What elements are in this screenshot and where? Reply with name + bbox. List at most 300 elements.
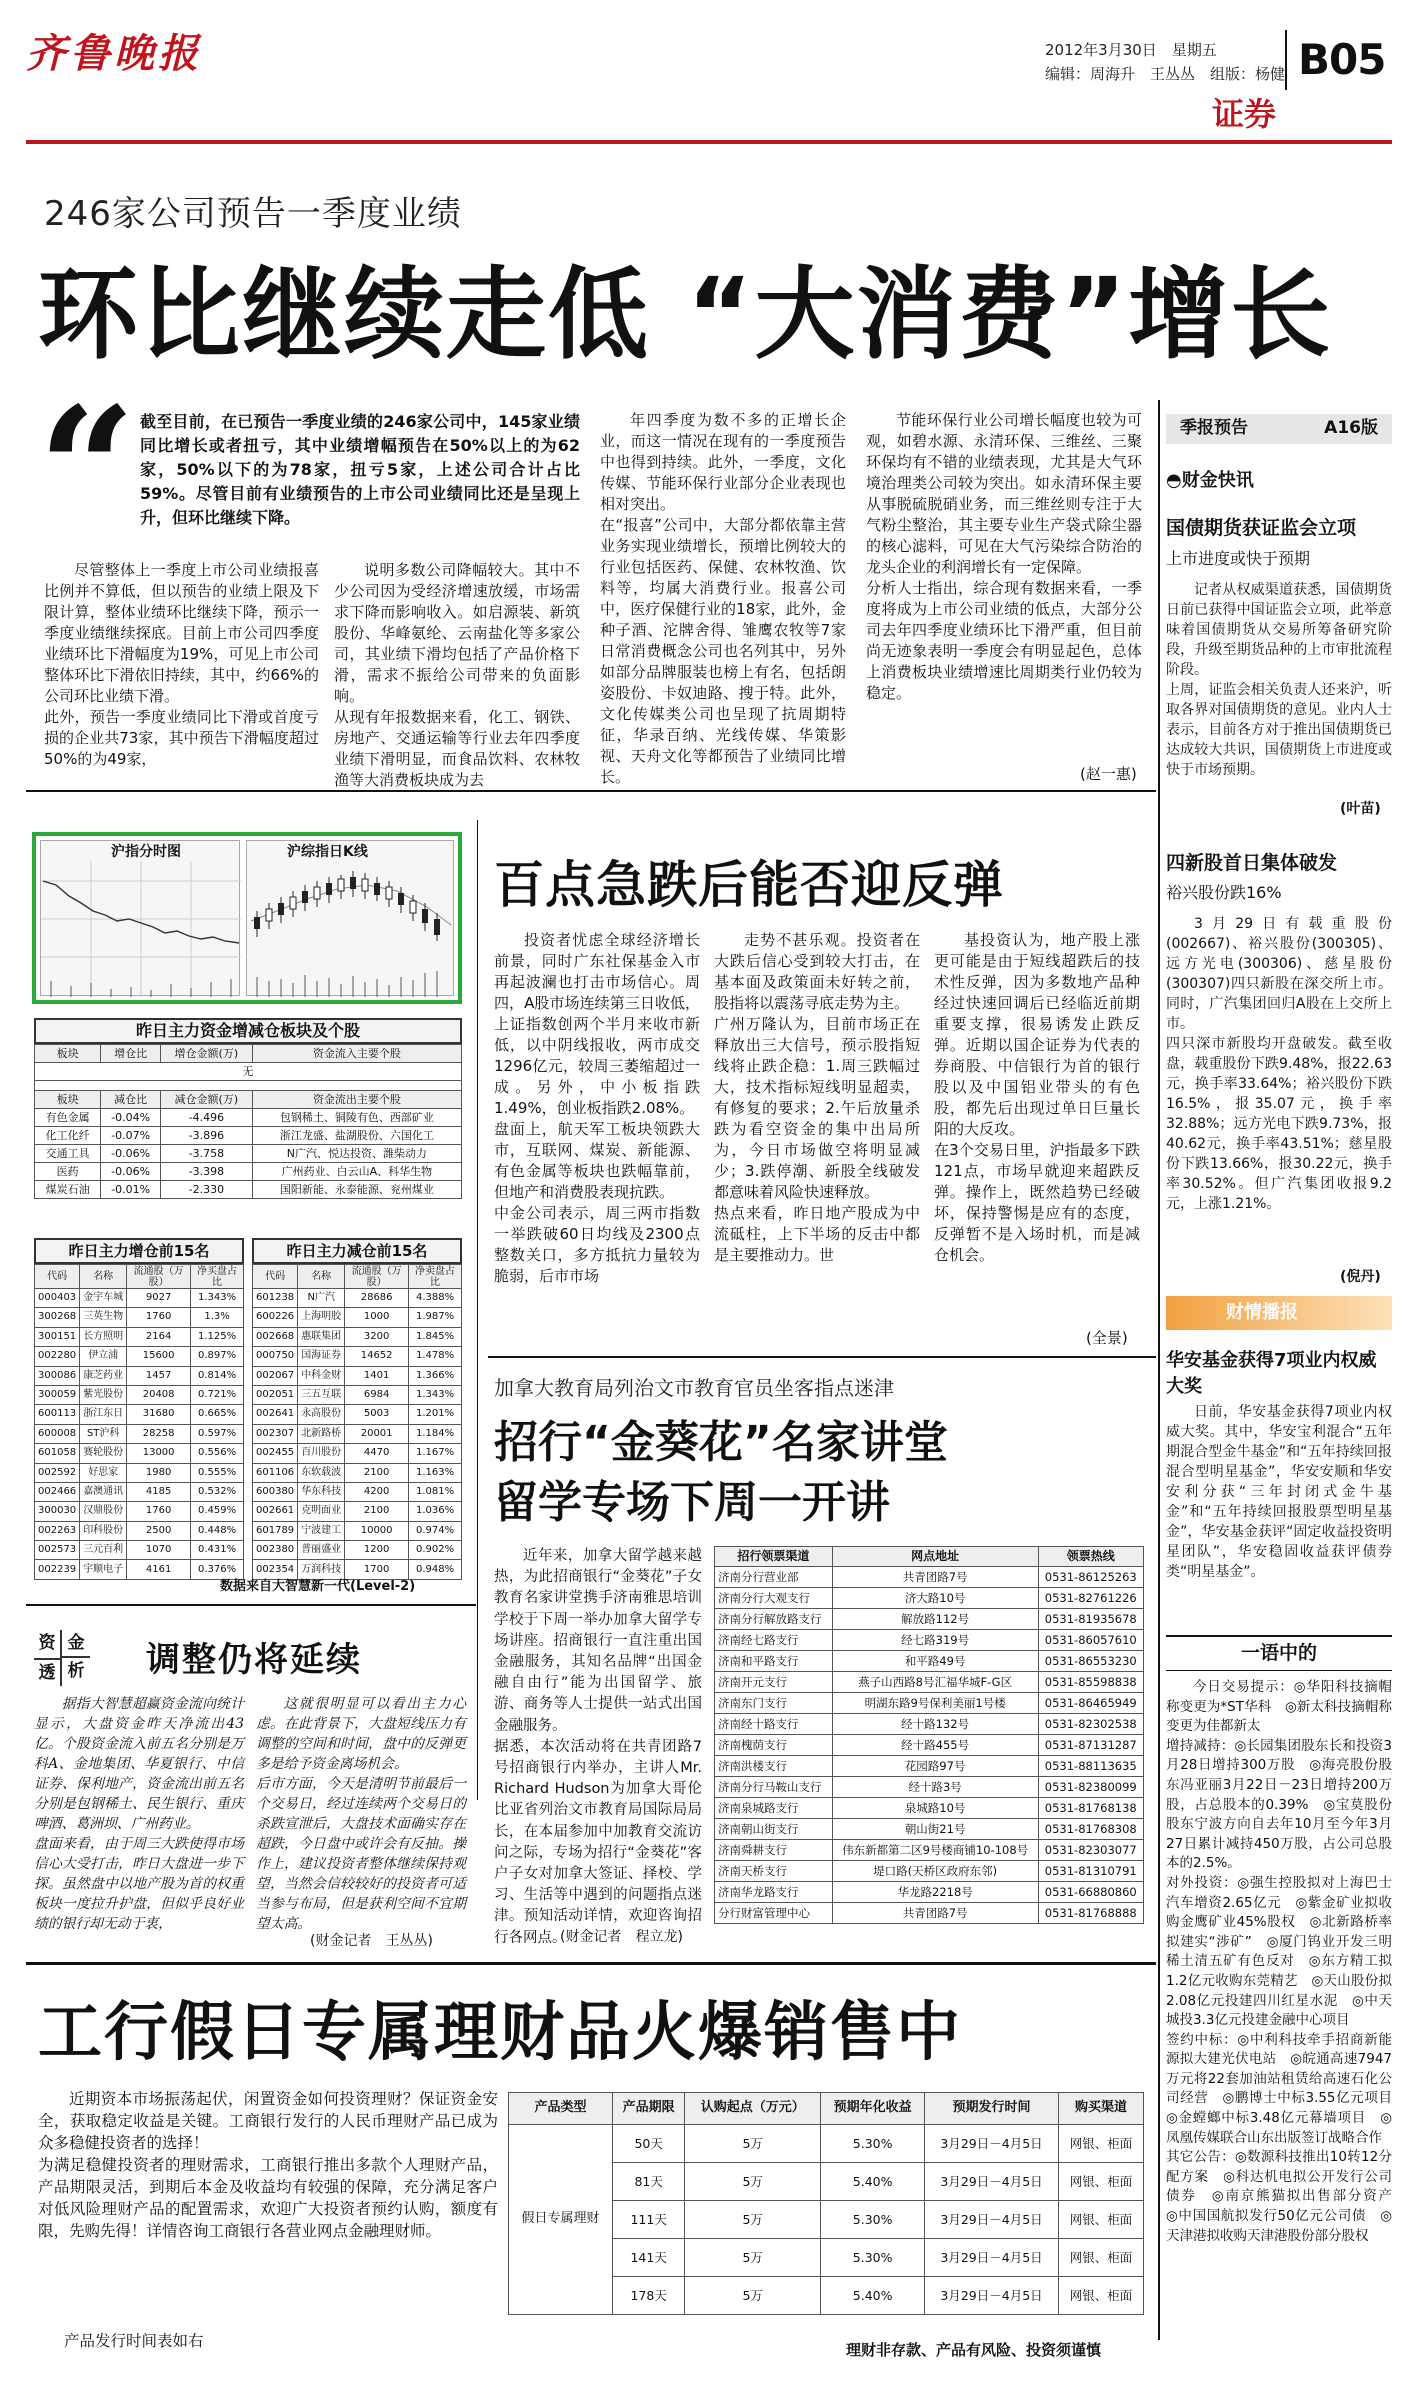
table-cell: 济南和平路支行 <box>715 1651 833 1672</box>
table-cell: 济南舜耕支行 <box>715 1840 833 1861</box>
table-cell: 2100 <box>345 1502 409 1521</box>
table-cell: 13000 <box>127 1444 191 1463</box>
fund-tag <box>1166 1296 1392 1330</box>
news2-title: 四新股首日集体破发 <box>1166 852 1338 874</box>
column-headline: 调整仍将延续 <box>146 1640 362 1680</box>
table-cell: 长方照明 <box>80 1327 127 1346</box>
table-cell: 5.30% <box>821 2239 925 2277</box>
table-cell: 济南东门支行 <box>715 1693 833 1714</box>
table-cell: 济南朝山街支行 <box>715 1819 833 1840</box>
table-cell: 克明面业 <box>298 1502 345 1521</box>
flow-spacer <box>35 1081 462 1091</box>
flow-table-title: 昨日主力资金增减仓板块及个股 <box>34 1018 462 1044</box>
table-cell: 好思家 <box>80 1463 127 1482</box>
table-cell: 堤口路(天桥区政府东邻) <box>832 1861 1038 1882</box>
top-header-cell: 代码 <box>253 1265 298 1289</box>
quote-rule-top <box>1166 1635 1392 1637</box>
table-cell: 9027 <box>127 1289 191 1308</box>
table-cell: 002668 <box>253 1327 298 1346</box>
table-cell: 2164 <box>127 1327 191 1346</box>
table-cell: 明湖东路9号保利美丽1号楼 <box>832 1693 1038 1714</box>
table-cell: 601106 <box>253 1463 298 1482</box>
icbc-body: 近期资本市场振荡起伏，闲置资金如何投资理财？保证资金安全，获取稳定收益是关键。工商银行发行的人民币理财产品已成为众多稳健投资者的选择！ 为满足稳健投资者的理财需求，工商银行推出多款个人理财产品，产品期限灵活，到期后本金及收益均有较强的保障，充分满足客户对低风险理财产品的配置需求，欢迎广大投资者预约认购，额度有限，先购先得！详情咨询工商银行各营业网点金融理财师。 <box>38 2090 498 2240</box>
page-number: B05 <box>1298 35 1386 84</box>
lower-rule <box>26 1962 1156 1965</box>
table-cell: 汉鼎股份 <box>80 1502 127 1521</box>
table-cell: 002354 <box>253 1560 298 1579</box>
table-cell: 178天 <box>613 2277 685 2315</box>
table-cell: 东软载波 <box>298 1463 345 1482</box>
table-cell: 1000 <box>345 1308 409 1327</box>
table-cell: 永高股份 <box>298 1405 345 1424</box>
market-headline: 百点急跌后能否迎反弹 <box>494 856 1004 914</box>
column-tag-2: 金 <box>62 1630 90 1658</box>
brief-label-text: 财金快讯 <box>1181 470 1254 491</box>
flow-sector: 化工化纤 <box>35 1127 101 1145</box>
table-row <box>715 1651 1144 1672</box>
table-cell: 3月29日－4月5日 <box>925 2277 1059 2315</box>
table-cell: 0.459% <box>191 1502 244 1521</box>
table-cell: 111天 <box>613 2201 685 2239</box>
table-row <box>253 1308 462 1327</box>
table-cell: 5.30% <box>821 2125 925 2163</box>
table-row <box>35 1560 244 1579</box>
table-cell: 分行财富管理中心 <box>715 1903 833 1924</box>
market-byline: (全景) <box>1086 1329 1128 1347</box>
table-row <box>253 1289 462 1308</box>
table-cell: 002380 <box>253 1541 298 1560</box>
table-cell: 28258 <box>127 1424 191 1443</box>
table-row <box>715 1588 1144 1609</box>
table-row <box>253 1502 462 1521</box>
top-header-cell: 净卖盘占比 <box>409 1265 462 1289</box>
table-cell: 10000 <box>345 1521 409 1540</box>
lecture-header-cell: 网点地址 <box>832 1547 1038 1567</box>
table-cell: 4470 <box>345 1444 409 1463</box>
table-cell: 惠联集团 <box>298 1327 345 1346</box>
table-cell: 3月29日－4月5日 <box>925 2163 1059 2201</box>
table-cell: 1070 <box>127 1541 191 1560</box>
table-row <box>253 1541 462 1560</box>
table-cell: 5003 <box>345 1405 409 1424</box>
date-text: 2012年3月30日 <box>1045 41 1157 59</box>
masthead-vertical <box>1285 30 1287 90</box>
flow-pct: -0.06% <box>101 1145 161 1163</box>
table-row <box>35 1289 244 1308</box>
table-cell: 0531-86057610 <box>1038 1630 1143 1651</box>
table-cell: 济南分行马鞍山支行 <box>715 1777 833 1798</box>
table-cell: 1760 <box>127 1308 191 1327</box>
table-cell: 0.814% <box>191 1366 244 1385</box>
table-cell: 0531-86465949 <box>1038 1693 1143 1714</box>
table-row <box>253 1560 462 1579</box>
flow-h-dec: 减仓比 <box>101 1091 161 1109</box>
table-cell: 伟东新都第二区9号楼商铺10-108号 <box>832 1840 1038 1861</box>
table-cell: 0.665% <box>191 1405 244 1424</box>
quote-body: 今日交易提示：◎华阳科技摘帽称变更为*ST华科 ◎新太科技摘帽称变更为佳都新太 增持减持：◎长园集团股东长和投资3月28日增持300万股 ◎海亮股份股东冯亚丽3月22日－23日增持200万股，占总股本的0.39% ◎宝莫股份股东宁波方向自去年10月至今年3月27日累计减持450万股，占公司总股本的2.5%。 对外投资：◎强生控股拟对上海巴士汽车增资2.65亿元 ◎紫金矿业拟收购金鹰矿业45%股权 ◎北新路桥率拟建实“涉矿” ◎厦门钨业开发三明稀土清五矿有色反对 ◎东方精工拟1.2亿元收购东莞精艺 ◎天山股份拟2.08亿元投建四川红星水泥 ◎中天城投3.3亿元投建金融中心项目 签约中标：◎中利科技牵手招商新能源拟大建光伏电站 ◎皖通高速7947万元将22套加油站租赁给高速石化公司经营 ◎鹏博士中标3.55亿元项目 ◎金螳螂中标3.48亿元幕墙项目 ◎凤凰传媒联合山东出版签订战略合作 其它公告：◎数源科技推出10转12分配方案 ◎科达机电拟公开发行公司债券 ◎南京熊猫拟出售部分资产 ◎中国国航拟发行50亿元公司债 ◎天津港拟收购天津港股份部分股权 <box>1166 1679 1392 2244</box>
icbc-footer: 理财非存款、产品有风险、投资须谨慎 <box>846 2341 1102 2359</box>
table-cell: 0531-87131287 <box>1038 1735 1143 1756</box>
table-cell: ST沪科 <box>80 1424 127 1443</box>
table-cell: 经十路455号 <box>832 1735 1038 1756</box>
table-row <box>509 2125 1144 2163</box>
icbc-header-cell: 产品类型 <box>509 2093 613 2125</box>
top-in-title: 昨日主力增仓前15名 <box>34 1238 244 1264</box>
table-cell: 2500 <box>127 1521 191 1540</box>
flow-row <box>35 1181 462 1199</box>
table-cell: 花园路97号 <box>832 1756 1038 1777</box>
flow-h-main-out: 资金流出主要个股 <box>252 1091 461 1109</box>
index-charts-panel <box>32 832 462 1004</box>
table-cell: 14652 <box>345 1347 409 1366</box>
flow-sector: 煤炭石油 <box>35 1181 101 1199</box>
table-cell: 1.167% <box>409 1444 462 1463</box>
quote-title: 一语中的 <box>1240 1642 1317 1664</box>
icbc-header-cell: 购买渠道 <box>1058 2093 1143 2125</box>
table-row <box>35 1405 244 1424</box>
flow-h-main-in: 资金流入主要个股 <box>252 1045 461 1063</box>
table-cell: 1.163% <box>409 1463 462 1482</box>
intraday-chart <box>40 840 240 996</box>
top-header-cell: 代码 <box>35 1265 80 1289</box>
flow-none-cell: 无 <box>35 1063 462 1081</box>
column-tag <box>34 1630 90 1682</box>
table-cell: 81天 <box>613 2163 685 2201</box>
table-cell: 1760 <box>127 1502 191 1521</box>
table-cell: 4.388% <box>409 1289 462 1308</box>
brief-icon: ◓ <box>1166 470 1182 491</box>
table-cell: 1.3% <box>191 1308 244 1327</box>
table-cell: 济南经十路支行 <box>715 1714 833 1735</box>
left-column-divider <box>477 820 478 1800</box>
lecture-header-cell: 领票热线 <box>1038 1547 1143 1567</box>
top-out-title: 昨日主力减仓前15名 <box>252 1238 462 1264</box>
table-cell: 济南分行大观支行 <box>715 1588 833 1609</box>
table-cell: 共青团路7号 <box>832 1567 1038 1588</box>
table-cell: 网银、柜面 <box>1058 2239 1143 2277</box>
intraday-line <box>41 841 241 997</box>
section-label: 证券 <box>1212 95 1277 133</box>
table-cell: 网银、柜面 <box>1058 2163 1143 2201</box>
top-header-cell: 名称 <box>80 1265 127 1289</box>
table-cell: 002263 <box>35 1521 80 1540</box>
flow-stocks: 国阳新能、永泰能源、兖州煤业 <box>252 1181 461 1199</box>
issue-date <box>1045 40 1217 61</box>
table-cell: 300030 <box>35 1502 80 1521</box>
lead-headline: 环比继续走低 “大消费”增长 <box>38 256 1333 373</box>
news3-title: 华安基金获得7项业内权威大奖 <box>1166 1350 1377 1397</box>
table-cell: 5.40% <box>821 2163 925 2201</box>
table-cell: 002455 <box>253 1444 298 1463</box>
table-cell: 601238 <box>253 1289 298 1308</box>
table-cell: 济南华龙路支行 <box>715 1882 833 1903</box>
table-cell: 济南天桥支行 <box>715 1861 833 1882</box>
table-cell: 002280 <box>35 1347 80 1366</box>
table-cell: 康芝药业 <box>80 1366 127 1385</box>
table-cell: 0.974% <box>409 1521 462 1540</box>
table-row <box>253 1327 462 1346</box>
top-header-cell: 净买盘占比 <box>191 1265 244 1289</box>
table-cell: 经十路3号 <box>832 1777 1038 1798</box>
table-cell: 0531-88113635 <box>1038 1756 1143 1777</box>
lead-col-3: 年四季度为数不多的正增长企业，而这一情况在现有的一季度预告中也得到持续。此外，一季度，文化传媒、节能环保行业部分企业表现也相对突出。 在“报喜”公司中，大部分都依靠主营业务实现业绩增长，预增比例较大的行业包括医药、保健、农林牧渔、饮料等，均属大消费行业。报喜公司中，医疗保健行业的18家，此外，金种子酒、沱牌舍得、雏鹰农牧等7家日常消费概念公司也名列其中，另外如部分品牌服装也榜上有名，包括朗姿股份、卡奴迪路、搜于特。此外，文化传媒类公司也呈现了抗周期特征，华录百纳、光线传媒、华策影视、天舟文化等都预告了业绩同比增长。 <box>600 411 846 786</box>
table-cell: 601058 <box>35 1444 80 1463</box>
table-cell: 网银、柜面 <box>1058 2125 1143 2163</box>
table-cell: 1.343% <box>409 1385 462 1404</box>
table-cell: 0.902% <box>409 1541 462 1560</box>
table-row <box>253 1347 462 1366</box>
market-col-1: 投资者忧虑全球经济增长前景，同时广东社保基金入市再起波澜也打击市场信心。周四，A股市场连续第三日收低，上证指数创两个半月来收市新低，以中阴线报收，两市成交1296亿元，较周三萎缩超过一成。另外，中小板指跌1.49%，创业板指跌2.08%。 盘面上，航天军工板块领跌大市，互联网、煤炭、新能源、有色金属等板块也跌幅靠前，但地产和消费股表现抗跌。 中金公司表示，周三两市指数一举跌破60日均线及2300点整数关口，多方抵抗力量较为脆弱，后市市场 <box>494 931 700 1285</box>
icbc-header-cell: 产品期限 <box>613 2093 685 2125</box>
table-row <box>715 1903 1144 1924</box>
table-cell: 5万 <box>685 2163 821 2201</box>
table-row <box>715 1840 1144 1861</box>
table-cell: 百川股份 <box>298 1444 345 1463</box>
table-cell: 600008 <box>35 1424 80 1443</box>
table-cell: 0531-82761226 <box>1038 1588 1143 1609</box>
top-header-cell: 名称 <box>298 1265 345 1289</box>
flow-sector: 有色金属 <box>35 1109 101 1127</box>
tag1b-text: A16版 <box>1324 418 1378 438</box>
lecture-header-cell: 招行领票渠道 <box>715 1547 833 1567</box>
flow-stocks: 广州药业、白云山A、科华生物 <box>252 1163 461 1181</box>
table-row <box>715 1567 1144 1588</box>
table-cell: 泉城路10号 <box>832 1798 1038 1819</box>
table-cell: 0531-81768888 <box>1038 1903 1143 1924</box>
daily-k-chart <box>246 840 454 996</box>
table-cell: 1.184% <box>409 1424 462 1443</box>
column-byline: (财金记者 王丛丛) <box>310 1933 433 1949</box>
table-cell: 宁波建工 <box>298 1521 345 1540</box>
table-cell: 20408 <box>127 1385 191 1404</box>
table-row <box>715 1693 1144 1714</box>
market-bottom-rule <box>488 1356 1156 1358</box>
flow-amount: -2.330 <box>160 1181 252 1199</box>
table-cell: 600226 <box>253 1308 298 1327</box>
icbc-tail: 产品发行时间表如右 <box>64 2332 204 2350</box>
table-cell: 1.081% <box>409 1482 462 1501</box>
table-cell: 28686 <box>345 1289 409 1308</box>
top-out-table <box>252 1238 462 1580</box>
table-row <box>35 1347 244 1366</box>
flow-pct: -0.07% <box>101 1127 161 1145</box>
news2-body: 3月29日有载重股份(002667)、裕兴股份(300305)、远方光电(300306)、慈星股份(300307)四只新股在深交所上市。同时，广汽集团回归A股在上交所上市。 四只深市新股均开盘破发。截至收盘，载重股份下跌9.48%，报22.63元，换手率33.64%；裕兴股份下跌16.5%，报35.07元，换手率32.88%；远方光电下跌9.73%，报40.62元，换手率43.51%；慈星股份下跌13.66%，报30.22元，换手率30.52%。但广汽集团收报9.2元，上涨1.21%。 <box>1166 916 1392 1212</box>
sidebar-tag-earnings <box>1166 414 1392 444</box>
table-row <box>253 1405 462 1424</box>
table-row <box>253 1521 462 1540</box>
table-row <box>35 1424 244 1443</box>
table-cell: 济南分行解放路支行 <box>715 1609 833 1630</box>
table-cell: 金宇车城 <box>80 1289 127 1308</box>
lecture-body: 近年来，加拿大留学越来越热，为此招商银行“金葵花”子女教育名家讲堂携手济南雅思培训学校于下周一举办加拿大留学专场讲座。招商银行一直注重出国金融服务，其知名品牌“出国金融自由行”能为出国留学、旅游、商务等人士提供一站式出国金融服务。 据悉，本次活动将在共青团路7号招商银行内举办，主讲人Mr. Richard Hudson为加拿大哥伦比亚省列治文市教育局国际局局长，在本届参加中加教育交流访问之际，专场为招行“金葵花”客户子女对加拿大签证、择校、学习、生活等中遇到的问题指点迷津。预知活动详情，欢迎咨询招行各网点。 <box>494 1548 702 1946</box>
table-cell: 1.366% <box>409 1366 462 1385</box>
table-cell: 000403 <box>35 1289 80 1308</box>
table-cell: 燕子山西路8号汇福华城F-G区 <box>832 1672 1038 1693</box>
table-row <box>253 1463 462 1482</box>
flow-h-sector-2: 板块 <box>35 1091 101 1109</box>
flow-stocks: N广汽、悦达投资、潍柴动力 <box>252 1145 461 1163</box>
table-cell: 0.431% <box>191 1541 244 1560</box>
table-cell: 50天 <box>613 2125 685 2163</box>
table-cell: 济南开元支行 <box>715 1672 833 1693</box>
table-cell: 0.532% <box>191 1482 244 1501</box>
icbc-headline: 工行假日专属理财品火爆销售中 <box>38 1996 962 2070</box>
lead-kicker: 246家公司预告一季度业绩 <box>44 194 462 234</box>
lecture-byline: (财金记者 程立龙) <box>560 1929 683 1945</box>
tables-bottom-rule <box>26 1604 476 1606</box>
table-cell: 15600 <box>127 1347 191 1366</box>
top-header-cell: 流通股（万股） <box>127 1265 191 1289</box>
table-cell: 浙江东日 <box>80 1405 127 1424</box>
table-cell: 0.555% <box>191 1463 244 1482</box>
table-cell: 赛轮股份 <box>80 1444 127 1463</box>
news2-byline: (倪丹) <box>1340 1269 1381 1285</box>
table-row <box>253 1482 462 1501</box>
table-cell: 6984 <box>345 1385 409 1404</box>
table-cell: 三五互联 <box>298 1385 345 1404</box>
table-cell: 济大路10号 <box>832 1588 1038 1609</box>
column-tag-1: 资 <box>34 1630 62 1658</box>
table-row <box>715 1777 1144 1798</box>
table-cell: 600113 <box>35 1405 80 1424</box>
tag1-text: 季报预告 <box>1180 418 1248 438</box>
table-cell: 1.478% <box>409 1347 462 1366</box>
table-row <box>253 1366 462 1385</box>
table-row <box>35 1385 244 1404</box>
table-row <box>35 1502 244 1521</box>
icbc-type-cell: 假日专属理财 <box>509 2125 613 2315</box>
table-cell: 002307 <box>253 1424 298 1443</box>
table-cell: 300059 <box>35 1385 80 1404</box>
table-cell: 三元百利 <box>80 1541 127 1560</box>
table-row <box>715 1882 1144 1903</box>
icbc-header-cell: 认购起点（万元） <box>685 2093 821 2125</box>
flow-inc-table <box>34 1044 462 1199</box>
market-col-3: 基投资认为，地产股上涨更可能是由于短线超跌后的技术性反弹，因为多数地产品种经过快速回调后已经临近前期重要支撑，很易诱发止跌反弹。近期以国企证券为代表的券商股、中信银行为首的银行股以及中国铝业带头的有色股，都先后出现过单日巨量长阳的大反攻。 在3个交易日里，沪指最多下跌121点，市场早就迎来超跌反弹。操作上，既然趋势已经破坏，保持警惕是应有的态度，反弹暂不是入场时机，而是减仓机会。 <box>934 931 1140 1264</box>
table-cell: 002239 <box>35 1560 80 1579</box>
table-cell: 601789 <box>253 1521 298 1540</box>
top-header-cell: 流通股（万股） <box>345 1265 409 1289</box>
table-cell: 002661 <box>253 1502 298 1521</box>
table-cell: 5万 <box>685 2125 821 2163</box>
editors-line: 编辑：周海升 王丛丛 组版：杨健 <box>1045 65 1286 83</box>
flow-stocks: 包钢稀土、铜陵有色、西部矿业 <box>252 1109 461 1127</box>
table-cell: 300086 <box>35 1366 80 1385</box>
table-cell: 0531-82303077 <box>1038 1840 1143 1861</box>
intraday-chart-label: 沪指分时图 <box>111 844 181 860</box>
table-cell: 002051 <box>253 1385 298 1404</box>
lead-byline: (赵一惠) <box>1080 765 1137 783</box>
table-cell: 网银、柜面 <box>1058 2277 1143 2315</box>
table-cell: 0531-86553230 <box>1038 1651 1143 1672</box>
table-cell: 0531-81310791 <box>1038 1861 1143 1882</box>
column-divider-main <box>1158 400 1160 2340</box>
table-cell: 5.40% <box>821 2277 925 2315</box>
table-row <box>715 1798 1144 1819</box>
flow-amount: -3.758 <box>160 1145 252 1163</box>
table-cell: 1.201% <box>409 1405 462 1424</box>
table-row <box>715 1735 1144 1756</box>
fund-tag-text: 财情播报 <box>1226 1302 1298 1323</box>
lecture-kicker: 加拿大教育局列治文市教育官员坐客指点迷津 <box>494 1376 894 1400</box>
table-cell: 中科金财 <box>298 1366 345 1385</box>
table-cell: 宇顺电子 <box>80 1560 127 1579</box>
table-row <box>35 1327 244 1346</box>
lecture-headline-2: 留学专场下周一开讲 <box>494 1477 890 1528</box>
table-cell: 0.721% <box>191 1385 244 1404</box>
table-cell: 1200 <box>345 1541 409 1560</box>
table-cell: 1457 <box>127 1366 191 1385</box>
table-row <box>35 1482 244 1501</box>
table-row <box>715 1861 1144 1882</box>
flow-h-sector: 板块 <box>35 1045 101 1063</box>
table-cell: 伊立浦 <box>80 1347 127 1366</box>
news2-subtitle: 裕兴股份跌16% <box>1166 883 1282 902</box>
table-cell: 0531-81768138 <box>1038 1798 1143 1819</box>
table-cell: 3月29日－4月5日 <box>925 2125 1059 2163</box>
table-cell: 5.30% <box>821 2201 925 2239</box>
table-cell: 济南分行营业部 <box>715 1567 833 1588</box>
table-cell: 0531-82302538 <box>1038 1714 1143 1735</box>
table-cell: N广汽 <box>298 1289 345 1308</box>
lead-col-2: 说明多数公司降幅较大。其中不少公司因为受经济增速放缓，市场需求下降而影响收入。如启源装、新筑股份、华峰氨纶、云南盐化等多家公司，其业绩下滑均包括了产品价格下滑，需求不振给公司带来的负面影响。 从现有年报数据来看，化工、钢铁、房地产、交通运输等行业去年四季度业绩下滑明显，而食品饮料、农林牧渔等大消费板块成为去 <box>334 561 580 789</box>
flow-pct: -0.06% <box>101 1163 161 1181</box>
table-cell: 5万 <box>685 2239 821 2277</box>
table-cell: 嘉澳通讯 <box>80 1482 127 1501</box>
flow-row <box>35 1145 462 1163</box>
table-row <box>715 1714 1144 1735</box>
table-cell: 经七路319号 <box>832 1630 1038 1651</box>
flow-pct: -0.04% <box>101 1109 161 1127</box>
column-tag-3: 透 <box>34 1658 62 1686</box>
column-tag-4: 析 <box>67 1661 85 1681</box>
flow-h-inc2: 增仓金额(万) <box>160 1045 252 1063</box>
table-cell: 1.987% <box>409 1308 462 1327</box>
table-cell: 3月29日－4月5日 <box>925 2201 1059 2239</box>
table-cell: 0.556% <box>191 1444 244 1463</box>
table-cell: 印科股份 <box>80 1521 127 1540</box>
table-row <box>35 1541 244 1560</box>
icbc-table <box>508 2092 1144 2315</box>
table-row <box>35 1308 244 1327</box>
table-cell: 紫光股份 <box>80 1385 127 1404</box>
table-cell: 1700 <box>345 1560 409 1579</box>
column-col-1: 据指大智慧超赢资金流向统计显示，大盘资金昨天净流出43亿。个股资金流入前五名分别是万科A、金地集团、华夏银行、中信证券、保利地产，资金流出前五名分别是包钢稀土、民生银行、重庆啤酒、葛洲坝、广州药业。 盘面来看，由于周三大跌使得市场信心大受打击，昨日大盘进一步下探。虽然盘中以地产股为首的权重板块一度拉升护盘，但似乎良好业绩的银行却无动于衷， <box>34 1696 244 1932</box>
lead-col-4: 节能环保行业公司增长幅度也较为可观，如碧水源、永清环保、三维丝、三聚环保均有不错的业绩表现，尤其是大气环境治理类公司较为突出。如永清环保主要从事脱硫脱硝业务，而三维丝则专注于大气粉尘整治，其主要专业生产袋式除尘器的核心滤料，可见在大气污染综合防治的龙头企业的利润增长有一定保障。 分析人士指出，综合现有数据来看，一季度将成为上市公司业绩的低点，大部分公司去年四季度业绩环比下滑严重，但目前尚无迹象表明一季度会有明显起色，总体上消费板块业绩增速比周期类行业仍较为稳定。 <box>866 411 1142 702</box>
table-cell: 3月29日－4月5日 <box>925 2239 1059 2277</box>
table-row <box>35 1463 244 1482</box>
news1-body: 记者从权威渠道获悉，国债期货日前已获得中国证监会立项，此举意味着国债期货从交易所筹备研究阶段，升级至期货品种的上市审批流程阶段。 上周，证监会相关负责人还来沪，听取各界对国债期货的意见。业内人士表示，目前各方对于推出国债期货已达成较大共识，国债期货上市进度或快于市场预期。 <box>1166 582 1392 778</box>
table-cell: 20001 <box>345 1424 409 1443</box>
lead-intro: 截至目前，在已预告一季度业绩的246家公司中，145家业绩同比增长或者扭亏，其中业绩增幅预告在50%以上的为62家，50%以下的为78家，扭亏5家，上述公司合计占比59%。尽管目前有业绩预告的上市公司业绩同比还是呈现上升，但环比继续下降。 <box>140 412 580 527</box>
lead-bottom-rule <box>26 790 1156 792</box>
table-cell: 万润科技 <box>298 1560 345 1579</box>
flow-pct: -0.01% <box>101 1181 161 1199</box>
lecture-headline-1: 招行“金葵花”名家讲堂 <box>494 1417 948 1468</box>
flow-row <box>35 1127 462 1145</box>
icbc-header-cell: 预期年化收益 <box>821 2093 925 2125</box>
column-col-2: 这就很明显可以看出主力心虑。在此背景下，大盘短线压力有调整的空间和时间，盘中的反弹更多是给予资金离场机会。 后市方面，今天是清明节前最后一个交易日，经过连续两个交易日的杀跌宣泄后，大盘技术面确实存在超跌，今日盘中或许会有反抽。操作上，建议投资者整体继续保持观望，当然会信较较好的投资者可适当参与布局，但是获利空间不宜期望太高。 <box>256 1696 466 1932</box>
table-cell: 1401 <box>345 1366 409 1385</box>
table-cell: 0.376% <box>191 1560 244 1579</box>
table-cell: 济南泉城路支行 <box>715 1798 833 1819</box>
lead-col-1: 尽管整体上一季度上市公司业绩报喜比例并不算低，但以预告的业绩上限及下限计算，整体业绩环比继续下降，预示一季度业绩继续探底。目前上市公司四季度业绩环比下滑幅度为19%，可见上市公司整体环比下滑依旧持续，其中，约66%的公司环比业绩下滑。 此外，预告一季度业绩同比下滑或首度亏损的企业共73家，其中预告下滑幅度超过50%的为49家， <box>44 561 319 768</box>
table-row <box>35 1366 244 1385</box>
table-cell: 0.448% <box>191 1521 244 1540</box>
table-cell: 5万 <box>685 2201 821 2239</box>
table-cell: 网银、柜面 <box>1058 2201 1143 2239</box>
lecture-table <box>714 1546 1144 1924</box>
